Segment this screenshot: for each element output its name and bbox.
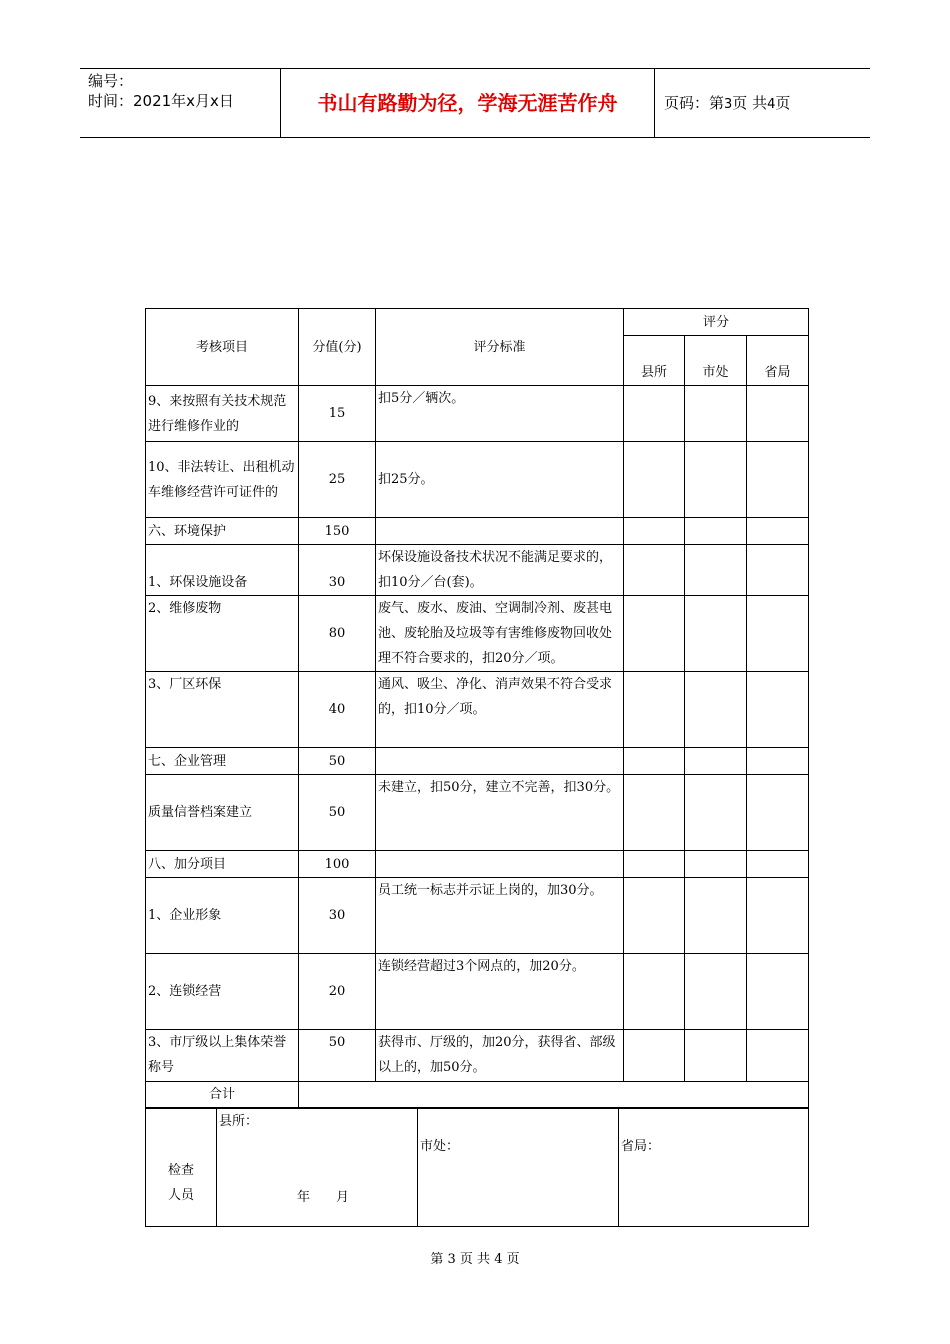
row-item: 质量信誉档案建立 <box>146 775 299 851</box>
rating-city-cell <box>685 775 747 851</box>
table-row <box>146 596 809 672</box>
rating-province-cell <box>747 442 809 518</box>
table-row <box>146 775 809 851</box>
rating-city-cell <box>685 442 747 518</box>
row-criteria: 员工统一标志并示证上岗的，加30分。 <box>376 878 624 954</box>
rating-county-cell <box>624 775 685 851</box>
table-row <box>146 545 809 596</box>
table-row <box>146 748 809 775</box>
rating-county-cell <box>624 386 685 442</box>
rating-city-cell <box>685 672 747 748</box>
row-criteria: 获得市、厅级的，加20分，获得省、部级以上的，加50分。 <box>376 1030 624 1082</box>
col-header-province: 省局 <box>747 336 809 386</box>
inspector-label <box>146 1109 217 1227</box>
county-signature-cell <box>217 1109 418 1227</box>
rating-city-cell <box>685 878 747 954</box>
rating-city-cell <box>685 1030 747 1082</box>
rating-county-cell <box>624 1030 685 1082</box>
rating-county-cell <box>624 518 685 545</box>
total-value-cell <box>299 1082 809 1108</box>
province-signature-cell <box>619 1109 809 1227</box>
row-item: 2、连锁经营 <box>146 954 299 1030</box>
rating-county-cell <box>624 596 685 672</box>
rating-county-cell <box>624 748 685 775</box>
row-criteria: 坏保设施设备技术状况不能满足要求的，扣10分／台(套)。 <box>376 545 624 596</box>
row-item: 1、企业形象 <box>146 878 299 954</box>
header-page-number <box>664 69 790 137</box>
rating-province-cell <box>747 748 809 775</box>
rating-province-cell <box>747 775 809 851</box>
row-criteria: 连锁经营超过3个网点的，加20分。 <box>376 954 624 1030</box>
province-label: 省局： <box>621 1139 661 1154</box>
row-score: 30 <box>299 878 376 954</box>
inspector-label-line1: 检查 <box>167 1163 194 1178</box>
rating-province-cell <box>747 596 809 672</box>
row-item: 2、维修废物 <box>146 596 299 672</box>
assessment-table <box>145 308 809 1108</box>
col-header-city: 市处 <box>685 336 747 386</box>
row-item: 3、市厅级以上集体荣誉称号 <box>146 1030 299 1082</box>
row-criteria: 废气、废水、废油、空调制冷剂、废甚电池、废轮胎及垃圾等有害维修废物回收处理不符合要求的，扣20分／项。 <box>376 596 624 672</box>
row-item: 10、非法转让、出租机动车维修经营许可证件的 <box>146 442 299 518</box>
rating-city-cell <box>685 748 747 775</box>
rating-county-cell <box>624 545 685 596</box>
table-row <box>146 386 809 442</box>
col-header-rating: 评分 <box>624 309 809 336</box>
header-divider <box>654 69 655 137</box>
row-criteria <box>376 518 624 545</box>
rating-county-cell <box>624 878 685 954</box>
row-score: 40 <box>299 672 376 748</box>
page-header <box>80 68 870 138</box>
row-score: 25 <box>299 442 376 518</box>
rating-province-cell <box>747 545 809 596</box>
rating-city-cell <box>685 596 747 672</box>
row-score: 100 <box>299 851 376 878</box>
rating-province-cell <box>747 672 809 748</box>
row-item: 3、厂区环保 <box>146 672 299 748</box>
header-meta <box>88 71 234 111</box>
table-row <box>146 518 809 545</box>
row-criteria: 扣5分／辆次。 <box>376 386 624 442</box>
total-row <box>146 1082 809 1108</box>
row-criteria <box>376 748 624 775</box>
row-criteria: 通风、吸尘、净化、消声效果不符合受求的，扣10分／项。 <box>376 672 624 748</box>
page-prefix: 页码：第 <box>664 94 725 112</box>
row-item: 六、环境保护 <box>146 518 299 545</box>
row-item: 七、企业管理 <box>146 748 299 775</box>
rating-county-cell <box>624 442 685 518</box>
rating-province-cell <box>747 954 809 1030</box>
page-current: 3 <box>724 97 733 112</box>
row-score: 30 <box>299 545 376 596</box>
row-score: 50 <box>299 1030 376 1082</box>
rating-province-cell <box>747 878 809 954</box>
row-score: 20 <box>299 954 376 1030</box>
inspector-label-line2: 人员 <box>167 1188 194 1203</box>
col-header-item: 考核项目 <box>146 309 299 386</box>
rating-city-cell <box>685 545 747 596</box>
rating-city-cell <box>685 851 747 878</box>
page-total: 4 <box>767 97 776 112</box>
table-row <box>146 672 809 748</box>
rating-city-cell <box>685 386 747 442</box>
rating-province-cell <box>747 518 809 545</box>
col-header-county: 县所 <box>624 336 685 386</box>
city-signature-cell <box>418 1109 619 1227</box>
page-suffix: 页 <box>775 94 791 112</box>
county-label: 县所： <box>219 1114 259 1129</box>
rating-province-cell <box>747 851 809 878</box>
rating-county-cell <box>624 672 685 748</box>
row-criteria: 未建立，扣50分，建立不完善，扣30分。 <box>376 775 624 851</box>
total-label: 合计 <box>146 1082 299 1108</box>
rating-province-cell <box>747 386 809 442</box>
row-item: 八、加分项目 <box>146 851 299 878</box>
rating-county-cell <box>624 851 685 878</box>
rating-province-cell <box>747 1030 809 1082</box>
inspector-signature-table <box>145 1108 809 1227</box>
row-score: 50 <box>299 775 376 851</box>
table-row <box>146 851 809 878</box>
serial-label: 编号： <box>88 72 134 90</box>
city-label: 市处： <box>420 1139 460 1154</box>
table-row <box>146 878 809 954</box>
col-header-criteria: 评分标准 <box>376 309 624 386</box>
time-label: 时间：2021年x月x日 <box>88 92 234 110</box>
row-score: 80 <box>299 596 376 672</box>
row-criteria: 扣25分。 <box>376 442 624 518</box>
table-row <box>146 954 809 1030</box>
rating-county-cell <box>624 954 685 1030</box>
page-mid: 页 共 <box>732 94 768 112</box>
row-score: 15 <box>299 386 376 442</box>
rating-city-cell <box>685 518 747 545</box>
rating-city-cell <box>685 954 747 1030</box>
page-footer: 第 3 页 共 4 页 <box>430 1252 520 1267</box>
col-header-score: 分值(分) <box>299 309 376 386</box>
table-row <box>146 442 809 518</box>
date-label: 年 月 <box>297 1190 350 1205</box>
row-item: 9、来按照有关技术规范进行维修作业的 <box>146 386 299 442</box>
row-criteria <box>376 851 624 878</box>
row-score: 50 <box>299 748 376 775</box>
header-motto: 书山有路勤为径，学海无涯苦作舟 <box>317 91 618 115</box>
table-row <box>146 1030 809 1082</box>
row-score: 150 <box>299 518 376 545</box>
row-item: 1、环保设施设备 <box>146 545 299 596</box>
